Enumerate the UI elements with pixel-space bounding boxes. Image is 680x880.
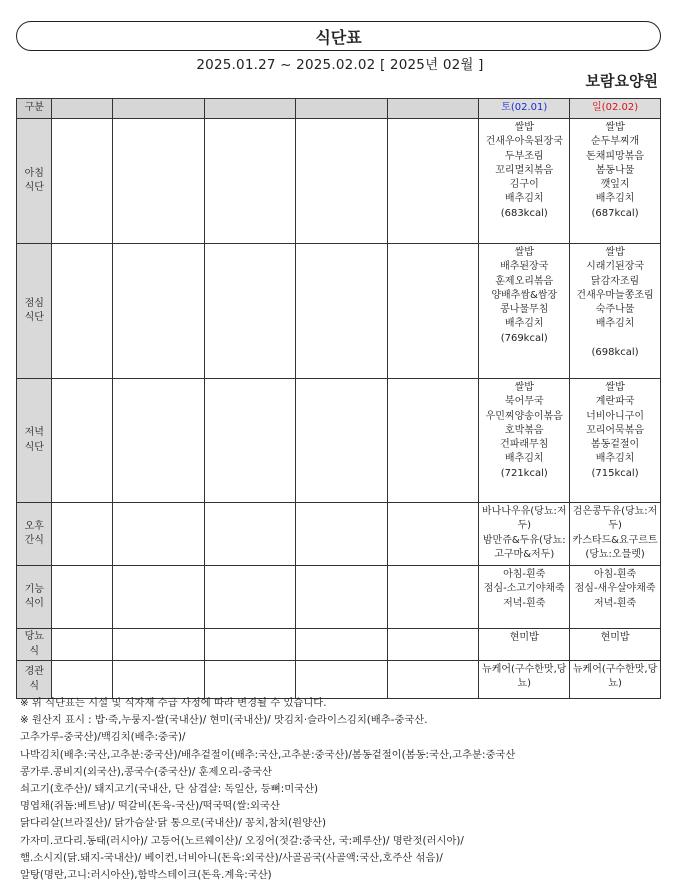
menu-item: (715kcal) xyxy=(591,467,639,479)
day-header-sunday: 일(02.02) xyxy=(570,99,661,119)
menu-item: 양배추쌈&쌈장 xyxy=(491,289,558,301)
menu-item: 너비아니구이 xyxy=(586,410,645,422)
row-label: 경관 식 xyxy=(17,661,52,699)
menu-cell xyxy=(52,379,113,503)
menu-item: 검은콩두유(당뇨:저두) xyxy=(572,506,658,532)
menu-item: 배추된장국 xyxy=(500,261,549,273)
menu-cell xyxy=(479,566,570,629)
page-title: 식단표 xyxy=(315,27,362,47)
menu-cell xyxy=(113,119,205,244)
note-line: 햄.소시지(닭.돼지-국내산)/ 베이컨,너비아니(돈육:외국산)/사골곰국(사골액:국산,호주산 섞음)/ xyxy=(20,851,443,864)
menu-item: 콩나물무침 xyxy=(500,304,549,316)
menu-item: 닭감자조림 xyxy=(590,275,640,287)
row-label: 기능 식이 xyxy=(17,566,52,629)
menu-cell xyxy=(52,119,113,244)
menu-cell xyxy=(113,244,205,379)
menu-item: 아침-흰죽 xyxy=(503,569,546,580)
menu-item: 순두부찌개 xyxy=(590,136,640,148)
menu-cell xyxy=(295,661,387,699)
menu-item: 현미밥 xyxy=(600,632,630,643)
note-line: 쇠고기(호주산)/ 돼지고기(국내산, 단 삼겹살: 독일산, 등뼈:미국산) xyxy=(20,783,319,796)
menu-item: 쌀밥 xyxy=(514,122,534,133)
note-line: 가자미.코다리.동태(러시아)/ 고등어(노르웨이산)/ 오징어(젓갈:중국산, 국:페루산)/ 명란젓(러시아)/ xyxy=(20,834,464,847)
menu-period: 2025.01.27 ~ 2025.02.02 [ 2025년 02월 ] xyxy=(196,57,484,73)
menu-cell xyxy=(387,244,479,379)
table-row xyxy=(17,379,661,503)
menu-item: 쌀밥 xyxy=(605,382,625,393)
menu-item: 봄동나물 xyxy=(595,164,635,176)
menu-cell xyxy=(387,503,479,566)
menu-item: 봄동겉절이 xyxy=(590,439,640,451)
menu-item: 바나나우유(당뇨:저두) xyxy=(481,506,567,532)
menu-cell xyxy=(113,629,205,661)
menu-cell xyxy=(570,629,661,661)
menu-cell xyxy=(295,629,387,661)
menu-cell xyxy=(295,566,387,629)
menu-cell xyxy=(295,119,387,244)
menu-item: 숙주나물 xyxy=(595,304,635,316)
menu-cell xyxy=(479,661,570,699)
menu-cell xyxy=(295,379,387,503)
menu-cell xyxy=(387,379,479,503)
menu-cell xyxy=(387,629,479,661)
menu-item: 카스타드&요구르트(당뇨:오믈렛) xyxy=(572,534,658,560)
menu-cell xyxy=(570,503,661,566)
day-header-saturday: 토(02.01) xyxy=(479,99,570,119)
day-header xyxy=(387,99,479,119)
title-banner xyxy=(16,21,661,51)
menu-item: 깻잎지 xyxy=(600,179,630,191)
day-header xyxy=(52,99,113,119)
menu-item: 배추김치 xyxy=(504,193,544,205)
menu-item: 계란파국 xyxy=(595,396,635,408)
menu-item: 밤만쥬&두유(당뇨:고구마&저두) xyxy=(482,534,566,560)
menu-item: 두부조림 xyxy=(504,150,544,162)
notes-section xyxy=(20,695,665,880)
menu-cell xyxy=(570,379,661,503)
menu-item: (769kcal) xyxy=(500,332,548,344)
menu-item: (721kcal) xyxy=(500,467,548,479)
menu-cell xyxy=(479,379,570,503)
table-row xyxy=(17,661,661,699)
menu-item: 저녁-흰죽 xyxy=(503,597,546,609)
menu-item: 시래기된장국 xyxy=(586,261,645,273)
menu-cell xyxy=(52,661,113,699)
menu-item: 우민찌양송이볶음 xyxy=(485,410,563,422)
corner-label: 구분 xyxy=(17,99,52,119)
menu-cell xyxy=(204,629,295,661)
table-row xyxy=(17,119,661,244)
table-row xyxy=(17,503,661,566)
menu-cell xyxy=(113,661,205,699)
day-header xyxy=(113,99,205,119)
menu-cell xyxy=(295,503,387,566)
menu-cell xyxy=(113,379,205,503)
menu-cell xyxy=(295,244,387,379)
menu-cell xyxy=(387,661,479,699)
menu-item: 쌀밥 xyxy=(605,122,625,133)
menu-cell xyxy=(387,566,479,629)
note-line: 나박김치(배추:국산,고추분:중국산)/배추겉절이(배추:국산,고추분:중국산)/봄동겉절이(봄동:국산,고추분:중국산 xyxy=(20,748,516,761)
menu-item: 건새우아욱된장국 xyxy=(485,136,563,148)
menu-item: 저녁-흰죽 xyxy=(593,597,637,609)
menu-item: 뉴케어(구수한맛,당뇨) xyxy=(482,664,567,690)
menu-cell xyxy=(570,119,661,244)
menu-cell xyxy=(52,629,113,661)
note-line: ※ 위 식단표는 시설 및 식자재 수급 사정에 따라 변경될 수 있습니다. xyxy=(20,697,327,709)
menu-item: 꼬리어묵볶음 xyxy=(586,424,645,436)
menu-item: 꼬리멸치볶음 xyxy=(495,164,554,176)
note-line: ※ 원산지 표시 : 밥·죽,누룽지-쌀(국내산)/ 현미(국내산)/ 맛김치·슬라이스김치(배추-중국산. xyxy=(20,714,428,727)
menu-cell xyxy=(52,244,113,379)
menu-item: 김구이 xyxy=(509,179,539,191)
menu-item: 현미밥 xyxy=(509,632,539,643)
note-line: 콩가루.콩비지(외국산),콩국수(중국산)/ 훈제오리-중국산 xyxy=(20,765,272,778)
menu-cell xyxy=(387,119,479,244)
menu-cell xyxy=(52,566,113,629)
menu-cell xyxy=(113,503,205,566)
menu-item: 건새우마늘쫑조림 xyxy=(576,289,654,301)
menu-item: 배추김치 xyxy=(595,453,635,465)
menu-item: (683kcal) xyxy=(500,207,548,219)
note-line: 고추가루-중국산)/백김치(배추:중국)/ xyxy=(20,731,186,744)
menu-cell xyxy=(204,244,295,379)
table-row xyxy=(17,629,661,661)
menu-item xyxy=(571,332,659,346)
menu-item: (687kcal) xyxy=(591,207,639,219)
menu-cell xyxy=(204,119,295,244)
row-label: 점심 식단 xyxy=(17,244,52,379)
note-line: 닭다리살(브라질산)/ 닭가슴살·닭 통으로(국내산)/ 꽁치,참치(원양산) xyxy=(20,817,327,830)
menu-item: (698kcal) xyxy=(591,347,639,359)
menu-item: 아침-흰죽 xyxy=(593,569,637,580)
menu-item: 배추김치 xyxy=(595,318,635,330)
row-label: 당뇨 식 xyxy=(17,629,52,661)
menu-item: 돈채피망볶음 xyxy=(586,150,645,162)
menu-cell xyxy=(570,244,661,379)
row-label: 아침 식단 xyxy=(17,119,52,244)
menu-cell xyxy=(479,244,570,379)
menu-cell xyxy=(479,629,570,661)
menu-item: 쌀밥 xyxy=(605,247,625,258)
menu-item: 점심-소고기야채죽 xyxy=(483,583,565,595)
menu-item: 쌀밥 xyxy=(514,382,534,393)
menu-item: 뉴케어(구수한맛,당뇨) xyxy=(572,664,658,690)
menu-cell xyxy=(204,503,295,566)
menu-item: 훈제오리볶음 xyxy=(495,275,554,287)
menu-item: 점심-새우살야채죽 xyxy=(574,583,656,595)
menu-cell xyxy=(52,503,113,566)
note-line: 명엽채(쥐돔:베트남)/ 떡갈비(돈육-국산)/떡국떡(쌀:외국산 xyxy=(20,800,280,813)
menu-item: 배추김치 xyxy=(595,193,635,205)
table-row xyxy=(17,244,661,379)
menu-item: 북어무국 xyxy=(504,396,544,408)
menu-cell xyxy=(113,566,205,629)
day-header xyxy=(295,99,387,119)
menu-cell xyxy=(479,503,570,566)
table-header-row xyxy=(17,99,661,119)
note-line: 알탕(명란,고니:러시아산),함박스테이크(돈육.계육:국산) xyxy=(20,869,272,880)
row-label: 오후 간식 xyxy=(17,503,52,566)
menu-item: 쌀밥 xyxy=(514,247,534,258)
menu-item: 호박볶음 xyxy=(504,424,544,436)
organization-name: 보람요양원 xyxy=(585,72,658,90)
menu-cell xyxy=(570,566,661,629)
table-row xyxy=(17,566,661,629)
menu-item: 배추김치 xyxy=(504,318,544,330)
menu-cell xyxy=(479,119,570,244)
menu-cell xyxy=(204,566,295,629)
menu-item: 배추김치 xyxy=(504,453,544,465)
menu-item: 건파래무침 xyxy=(500,439,549,451)
menu-cell xyxy=(204,661,295,699)
row-label: 저녁 식단 xyxy=(17,379,52,503)
menu-cell xyxy=(570,661,661,699)
menu-cell xyxy=(204,379,295,503)
day-header xyxy=(204,99,295,119)
meal-plan-table xyxy=(16,98,661,699)
